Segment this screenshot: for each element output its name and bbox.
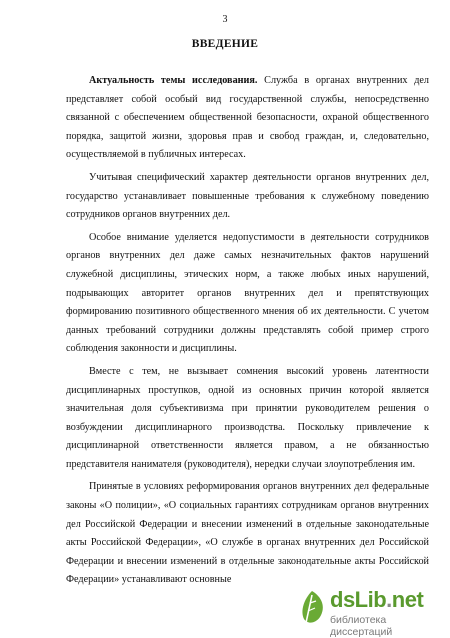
watermark-subtitle: библиотека диссертаций [330, 614, 393, 638]
paragraph-text: Особое внимание уделяется недопустимости в деятельности сотрудников органов внутренних дел даже самых незначительных фактов нарушений служебной дисциплины, этических норм, а также любых иных нарушений, подрывающих авторитет органов внутренних дел и препятствующих формированию позитивного общественного мнения об их деятельности. С учетом данных требований сотрудники должны представлять собой пример строго соблюдения законности и дисциплины. [66, 231, 429, 355]
paragraph-text: Учитывая специфический характер деятельности органов внутренних дел, государство устанавливает повышенные требования к служебному поведению сотрудников органов внутренних дел. [66, 171, 429, 221]
document-body [66, 72, 429, 594]
paragraph-text: Служба в органах внутренних дел представляет собой особый вид государственной службы, непосредственно связанной с обеспечением общественной безопасности, охраной общественного порядка, защитой жизни, здоровья прав и свобод граждан, и, следовательно, осуществляемой в публичных интересах. [66, 75, 430, 161]
brand-main: dsLib [330, 587, 387, 612]
section-heading: ВВЕДЕНИЕ [191, 38, 259, 50]
paragraph-text: Вместе с тем, не вызывает сомнения высокий уровень латентности дисциплинарных проступков, одной из основных причин которой является значительная доля субъективизма при принятии руководителем решения о возбуждении дисциплинарного производства. Поскольку привлечение к дисциплинарной ответственности является правом, а не обязанностью представителя нанимателя (руководителя), нередки случаи злоупотребления им. [66, 365, 429, 470]
dslib-watermark[interactable] [292, 587, 442, 638]
paragraph-lead: Актуальность темы исследования. [89, 75, 258, 86]
brand-dot: . [386, 587, 392, 612]
paragraph-laws [66, 478, 429, 590]
paragraph-latency [66, 363, 429, 475]
leaf-logo-icon [296, 589, 328, 627]
page-number: 3 [222, 14, 228, 25]
brand-tld: net [391, 587, 424, 612]
paragraph-specifics [66, 169, 429, 225]
watermark-brand [330, 587, 423, 613]
paragraph-text: Принятые в условиях реформирования органов внутренних дел федеральные законы «О полиции», «О социальных гарантиях сотрудникам органов внутренних дел Российской Федерации и внесении изменений в отдельные законодательные акты Российской Федерации», «О службе в органах внутренних дел Российской Федерации и внесении изменений в отдельные законодательные акты Российской Федерации» устанавливают основные [66, 481, 429, 586]
paragraph-relevance [66, 72, 429, 165]
paragraph-attention [66, 229, 429, 359]
